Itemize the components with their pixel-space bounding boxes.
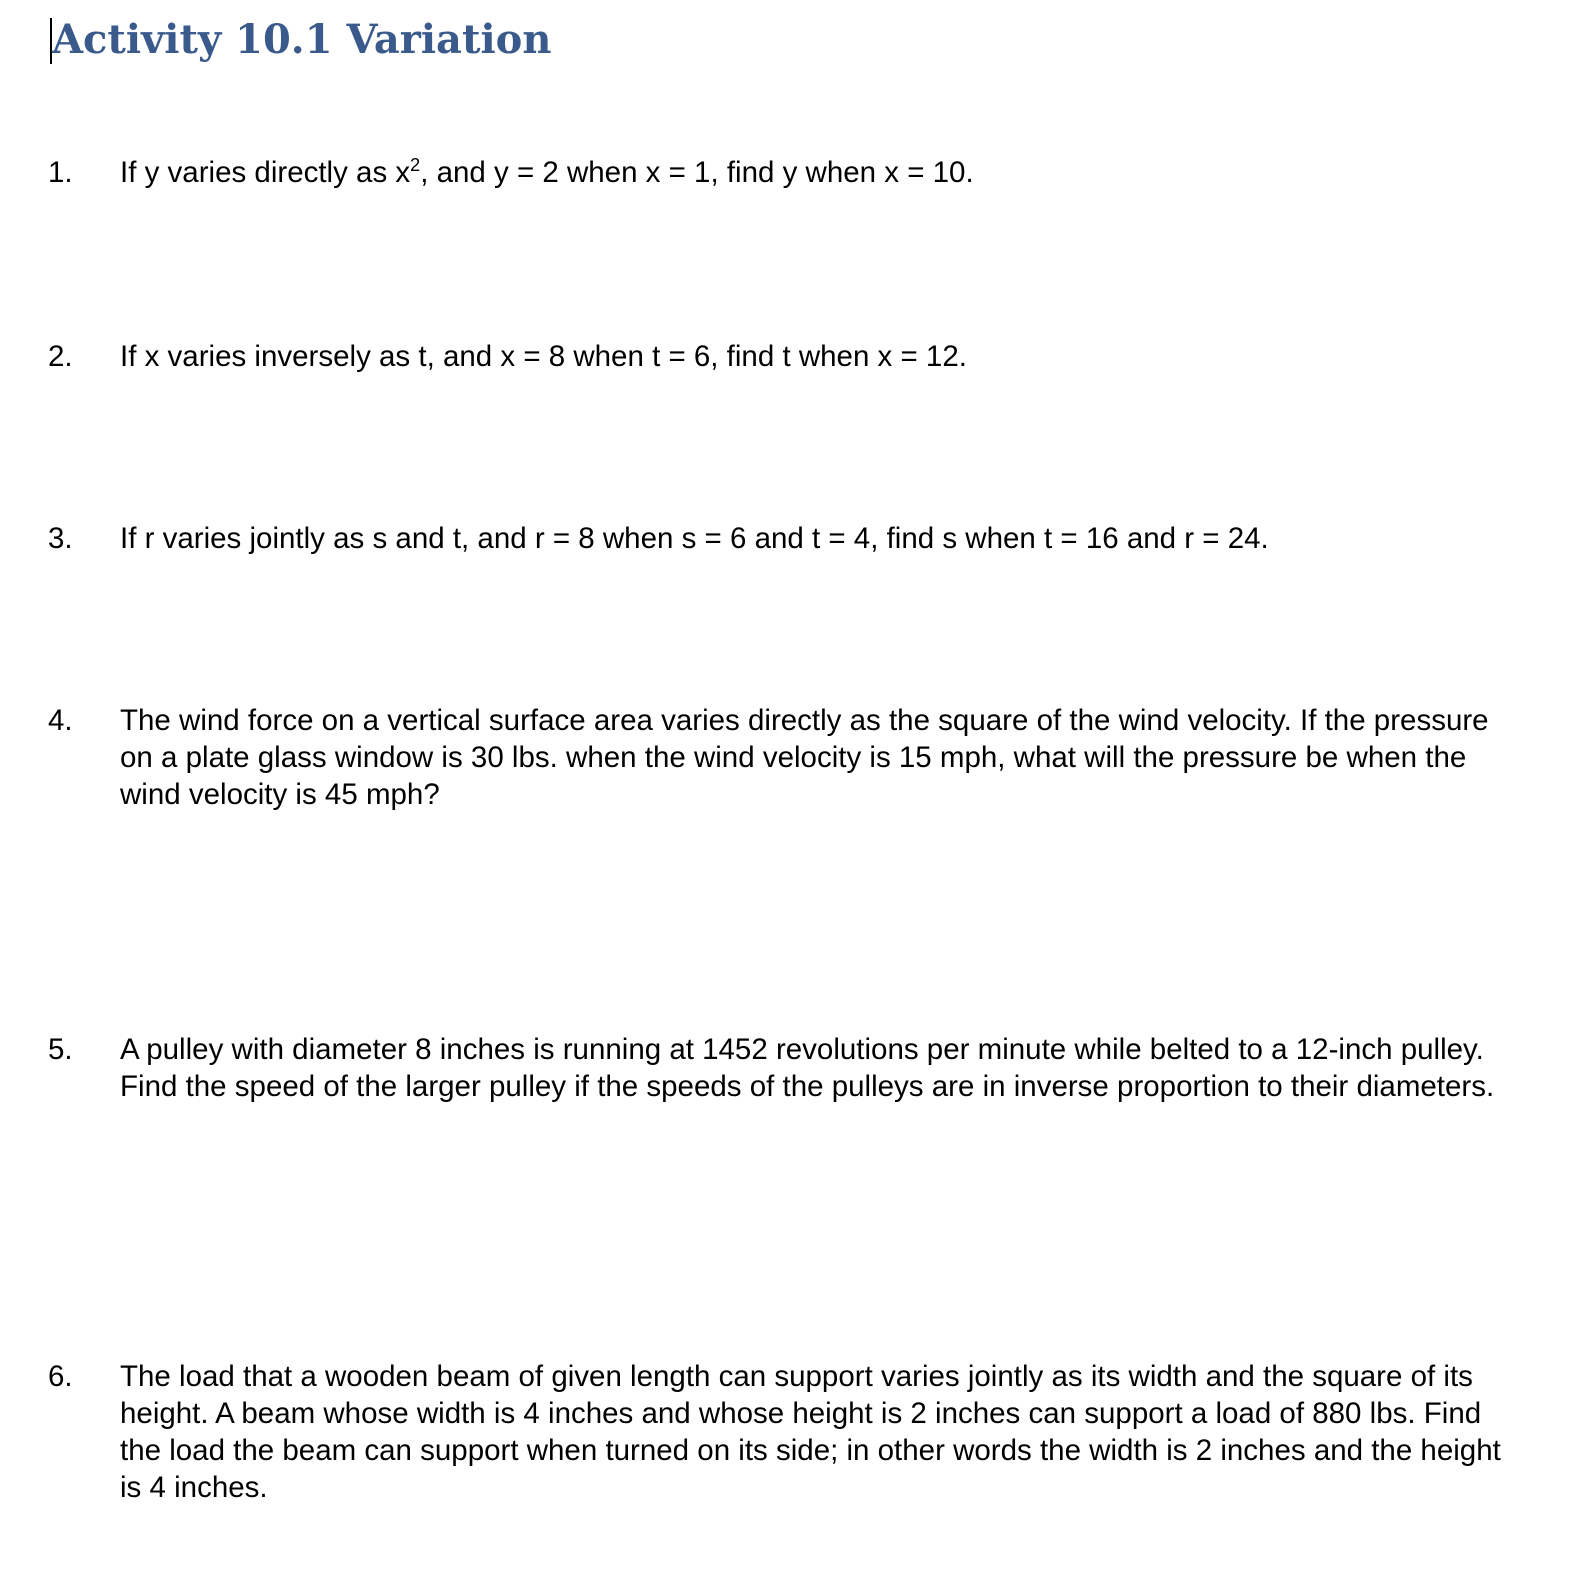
problem-text: The load that a wooden beam of given length can support varies jointly as its width and the square of its height. A beam whose width is 4 inches and whose height is 2 inches can support a load of 880 lbs. Find the load the beam can support when turned on its side; in other words the width is 2 inches and the height is 4 inches. [120,1360,1501,1504]
problem-6 [48,1358,1523,1506]
problem-number: 4. [48,704,73,737]
problem-text: If r varies jointly as s and t, and r = 8 when s = 6 and t = 4, find s when t = 16 and r = 24. [120,522,1269,555]
problem-4 [48,702,1523,813]
page-title: Activity 10.1 Variation [52,16,552,63]
problem-text: If x varies inversely as t, and x = 8 when t = 6, find t when x = 12. [120,340,967,373]
problem-5 [48,1031,1523,1105]
problem-number: 1. [48,156,73,189]
problem-text: The wind force on a vertical surface area varies directly as the square of the wind velocity. If the pressure on a plate glass window is 30 lbs. when the wind velocity is 15 mph, what will the pressure be when the wind velocity is 45 mph? [120,704,1489,811]
problem-2 [48,338,1523,375]
problem-3 [48,520,1523,557]
problem-number: 5. [48,1033,73,1066]
problem-number: 3. [48,522,73,555]
problem-1 [48,154,1523,191]
problem-number: 6. [48,1360,73,1393]
problem-text: A pulley with diameter 8 inches is running at 1452 revolutions per minute while belted to a 12-inch pulley. Find the speed of the larger pulley if the speeds of the pulleys are in inverse proportion to their diameters. [120,1033,1495,1103]
problem-text: If y varies directly as $x^2$, and y = 2 when x = 1, find y when x = 10. [120,155,974,189]
problem-number: 2. [48,340,73,373]
superscript: 2 [410,155,421,176]
